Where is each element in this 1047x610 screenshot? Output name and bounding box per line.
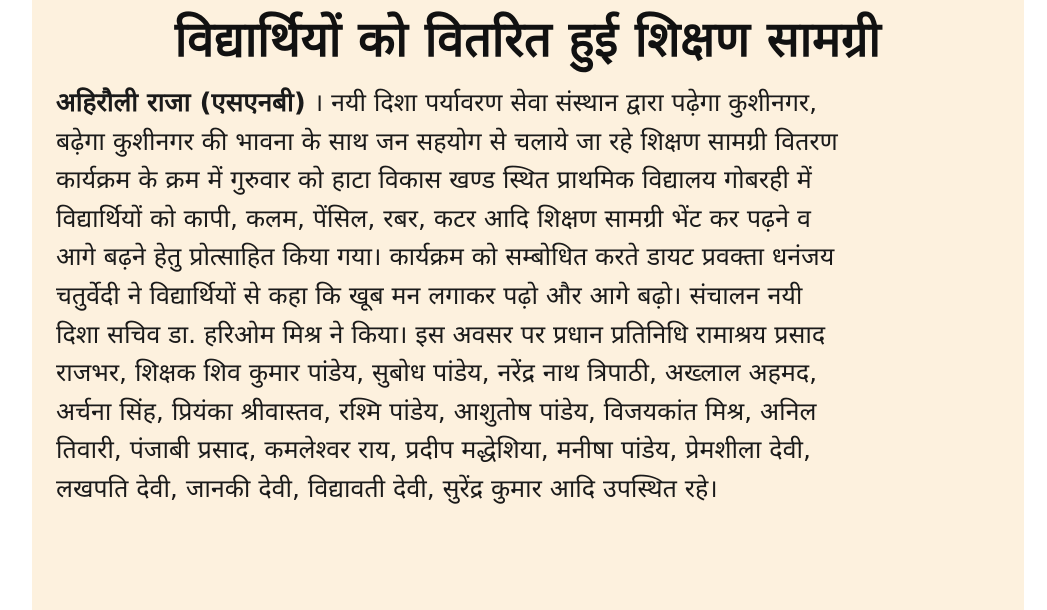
article-line-6: चतुर्वेदी ने विद्यार्थियों से कहा कि खूब मन लगाकर पढ़ो और आगे बढ़ो। संचालन नयी — [56, 280, 803, 310]
article-line-7: दिशा सचिव डा. हरिओम मिश्र ने किया। इस अवसर पर प्रधान प्रतिनिधि रामाश्रय प्रसाद — [56, 319, 826, 349]
newspaper-clipping — [32, 0, 1024, 610]
article-line-10: तिवारी, पंजाबी प्रसाद, कमलेश्वर राय, प्रदीप मद्धेशिया, मनीषा पांडेय, प्रेमशीला देवी, — [56, 435, 811, 465]
article-line-4: विद्यार्थियों को कापी, कलम, पेंसिल, रबर, कटर आदि शिक्षण सामग्री भेंट कर पढ़ने व — [56, 203, 811, 233]
article-line-2: बढ़ेगा कुशीनगर की भावना के साथ जन सहयोग से चलाये जा रहे शिक्षण सामग्री वितरण — [56, 126, 838, 156]
article-line-3: कार्यक्रम के क्रम में गुरुवार को हाटा विकास खण्ड स्थित प्राथमिक विद्यालय गोबरही में — [56, 165, 812, 195]
article-dateline: अहिरौली राजा (एसएनबी) — [56, 88, 306, 118]
article-line-5: आगे बढ़ने हेतु प्रोत्साहित किया गया। कार्यक्रम को सम्बोधित करते डायट प्रवक्ता धनंजय — [56, 242, 835, 272]
article-line-8: राजभर, शिक्षक शिव कुमार पांडेय, सुबोध पांडेय, नरेंद्र नाथ त्रिपाठी, अख्लाल अहमद, — [56, 358, 818, 388]
article-body — [56, 84, 1024, 509]
article-line-1 — [56, 84, 1024, 123]
article-line-9: अर्चना सिंह, प्रियंका श्रीवास्तव, रश्मि पांडेय, आशुतोष पांडेय, विजयकांत मिश्र, अनिल — [56, 396, 817, 426]
article-line-1-text: । नयी दिशा पर्यावरण सेवा संस्थान द्वारा पढ़ेगा कुशीनगर, — [313, 88, 818, 117]
article-line-11: लखपति देवी, जानकी देवी, विद्यावती देवी, सुरेंद्र कुमार आदि उपस्थित रहे। — [56, 473, 718, 503]
article-headline: विद्यार्थियों को वितरित हुई शिक्षण सामग्री — [174, 11, 882, 68]
